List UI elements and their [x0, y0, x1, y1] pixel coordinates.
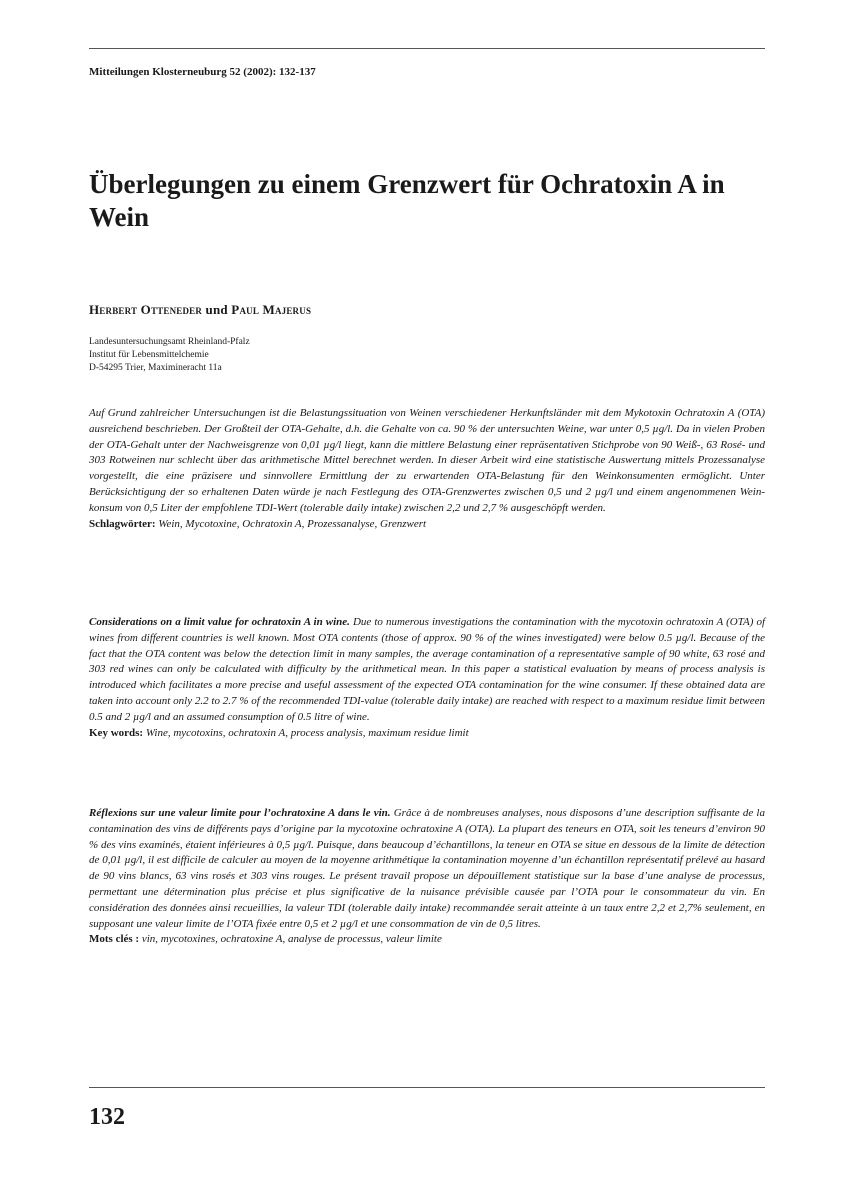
- keywords-german-label: Schlagwörter:: [89, 517, 156, 530]
- authors-conjunction: und: [202, 302, 232, 317]
- header-rule: [89, 48, 765, 49]
- footer-rule: [89, 1087, 765, 1088]
- page-number: 132: [89, 1104, 125, 1130]
- abstract-german: [89, 406, 765, 532]
- abstract-french-lead: Réflexions sur une valeur limite pour l’ochratoxine A dans le vin.: [89, 807, 391, 819]
- affiliation: [89, 336, 250, 375]
- abstract-english: [89, 615, 765, 741]
- abstract-french-text: Grâce à de nombreuses analyses, nous disposons d’une description suffisante de la contamination des vins de différents pays d’origine par la mycotoxine ochratoxine A (OTA). La plupart des teneurs en OTA, soit les teneurs d’environ 90 % des vins examinés, étaient inférieures à 0,5 µg/l. Puisque, dans beaucoup d’échantillons, la teneur en OTA se situe en dessous de la limite de détection de 0,01 µg/l, il est difficile de calculer au moyen de la moyenne arithmétique la contamination moyenne d’un échantillon représentatif prélevé au hasard de 90 vins blancs, 63 vins rosés et 303 vins rouges. Le présent travail propose un dépouillement statistique sur la base d’une analyse de processus, permettant une détermination plus précise et plus significative de la nuisance prévisible causée par l’OTA pour le consommateur du vin. En considération des données ainsi recueillies, la valeur TDI (tolerable daily intake) recommandée serait atteinte à un taux entre 2,2 et 2,7% seulement, en supposant une valeur limite de l’OTA fixée entre 0,5 et 2 µg/l et une consommation de vin de 0,5 litres.: [89, 807, 765, 930]
- keywords-english-label: Key words:: [89, 726, 144, 739]
- abstract-german-text: Auf Grund zahlreicher Untersuchungen ist die Belastungssituation von Weinen verschiedener Herkunftsländer mit dem Mykotoxin Ochratoxin A (OTA) ausreichend beschrieben. Der Großteil der OTA-Gehalte, d.h. die Gehalte von ca. 90 % der untersuchten Weine, war unter 0,5 µg/l. Da in vielen Proben der OTA-Gehalt unter der Nachweisgrenze von 0,01 µg/l liegt, kann die mittlere Belastung einer repräsentativen Stichprobe von 90 Weiß-, 63 Rosé- und 303 Rotweinen nur schlecht über das arithmetische Mittel berechnet werden. In dieser Arbeit wird eine statistische Auswertung mittels Prozessanalyse vorgestellt, die eine präzisere und sinnvollere Ermittlung der zu erwartenden OTA-Belastung für den Weinkonsumenten ermöglicht. Unter Berücksichtigung der so erhaltenen Daten würde je nach Festlegung des OTA-Grenzwertes zwischen 0,5 und 2 µg/l und einem angenommenen Weinkonsum von 0,5 Liter der empfohlene TDI-Wert (tolerable daily intake) zwischen 2,2 und 2,7 % ausgeschöpft werden.: [89, 407, 765, 514]
- article-title: Überlegungen zu einem Grenzwert für Ochratoxin A in Wein: [89, 169, 725, 232]
- abstract-english-body: [89, 615, 765, 726]
- authors-line: [89, 302, 311, 318]
- keywords-french-label: Mots clés :: [89, 933, 140, 946]
- abstract-french: [89, 806, 765, 948]
- keywords-french: [89, 932, 765, 948]
- journal-citation: Mitteilungen Klosterneuburg 52 (2002): 132-137: [89, 66, 316, 78]
- abstract-english-lead: Considerations on a limit value for ochratoxin A in wine.: [89, 616, 350, 628]
- keywords-english-values: Wine, mycotoxins, ochratoxin A, process analysis, maximum residue limit: [143, 726, 469, 739]
- keywords-german: [89, 517, 765, 533]
- abstract-french-body: [89, 806, 765, 932]
- affiliation-line: D-54295 Trier, Maximineracht 11a: [89, 363, 222, 373]
- keywords-french-values: vin, mycotoxines, ochratoxine A, analyse de processus, valeur limite: [139, 933, 442, 946]
- affiliation-line: Landesuntersuchungsamt Rheinland-Pfalz: [89, 337, 250, 347]
- keywords-english: [89, 726, 765, 742]
- affiliation-line: Institut für Lebensmittelchemie: [89, 350, 209, 360]
- author-1: Herbert Otteneder: [89, 302, 203, 317]
- abstract-english-text: Due to numerous investigations the contamination with the mycotoxin ochratoxin A (OTA) of wines from different countries is well known. Most OTA contents (those of approx. 90 % of the wines investigated) were below 0.5 µg/l. Because of the fact that the OTA content was below the detection limit in many samples, the average contamination of a representative sample of 90 white, 63 rosé and 303 red wines can only be calculated with difficulty by the arithmetical mean. In this paper a statistical evaluation by means of process analysis is introduced which facilitates a more precise and useful assessment of the expected OTA contamination for the wine consumer. If these obtained data are taken into account only 2.2 to 2.7 % of the recommended TDI-value (tolerable daily intake) are reached with respect to a maximum residue limit between 0.5 and 2 µg/l and an assumed consumption of 0.5 litre of wine.: [89, 616, 766, 723]
- author-2: Paul Majerus: [231, 302, 312, 317]
- keywords-german-values: Wein, Mycotoxine, Ochratoxin A, Prozessanalyse, Grenzwert: [155, 517, 427, 530]
